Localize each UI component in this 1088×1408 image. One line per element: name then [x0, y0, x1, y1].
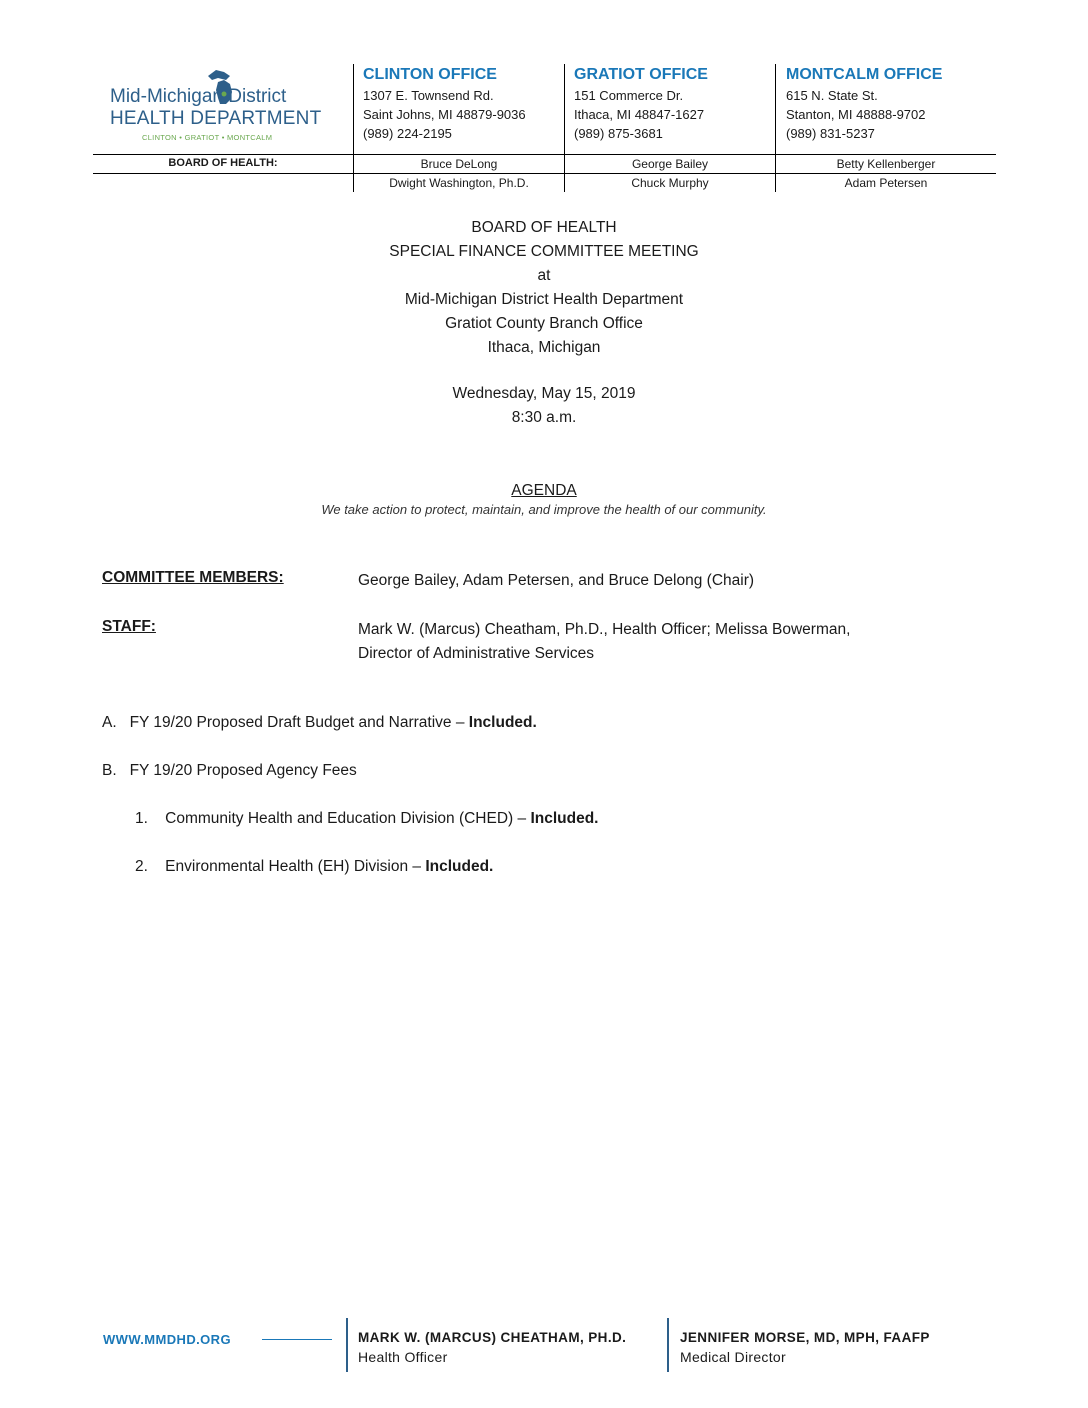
logo-text-line2: HEALTH DEPARTMENT: [110, 108, 322, 129]
footer-divider-2: [667, 1318, 669, 1372]
staff-line: Mark W. (Marcus) Cheatham, Ph.D., Health Officer; Melissa Bowerman,: [358, 621, 851, 638]
meeting-line: at: [537, 267, 551, 284]
committee-members: George Bailey, Adam Petersen, and Bruce Delong (Chair): [358, 572, 755, 589]
board-member: Betty Kellenberger: [836, 157, 936, 171]
organization-logo: [110, 68, 340, 148]
agenda-item-b1: [135, 810, 598, 828]
office-title: MONTCALM OFFICE: [786, 66, 943, 83]
office-title: GRATIOT OFFICE: [574, 66, 708, 83]
item-marker: 2.: [135, 858, 148, 875]
item-status: Included.: [425, 858, 494, 875]
item-text: Environmental Health (EH) Division –: [165, 858, 426, 875]
item-marker: B.: [102, 762, 117, 779]
item-status: Included.: [530, 810, 599, 827]
board-member: Dwight Washington, Ph.D.: [389, 176, 529, 190]
item-marker: 1.: [135, 810, 148, 827]
office-title: CLINTON OFFICE: [363, 66, 497, 83]
meeting-line: Gratiot County Branch Office: [445, 315, 643, 332]
footer-medical-director: [680, 1330, 930, 1365]
office-address1: 151 Commerce Dr.: [574, 88, 684, 103]
office-gratiot: [574, 66, 708, 143]
office-phone: (989) 831-5237: [786, 126, 875, 141]
office-address1: 615 N. State St.: [786, 88, 878, 103]
office-address1: 1307 E. Townsend Rd.: [363, 88, 494, 103]
office-clinton: [363, 66, 526, 143]
meeting-datetime: [0, 382, 1088, 430]
footer-role: Health Officer: [358, 1349, 448, 1365]
board-member: George Bailey: [631, 157, 709, 171]
item-text: Community Health and Education Division (CHED) –: [165, 810, 531, 827]
meeting-line: Ithaca, Michigan: [487, 339, 601, 356]
agenda-item-b2: [135, 858, 493, 876]
meeting-line: SPECIAL FINANCE COMMITTEE MEETING: [389, 243, 699, 260]
footer-name: MARK W. (MARCUS) CHEATHAM, PH.D.: [358, 1330, 627, 1345]
board-top-rule: [93, 154, 996, 155]
office-address2: Stanton, MI 48888-9702: [786, 107, 926, 122]
office-address2: Ithaca, MI 48847-1627: [574, 107, 705, 122]
footer-health-officer: [358, 1330, 626, 1365]
office-address2: Saint Johns, MI 48879-9036: [363, 107, 526, 122]
mission-statement: We take action to protect, maintain, and improve the health of our community.: [321, 502, 767, 517]
item-status: Included.: [468, 714, 537, 731]
board-label: BOARD OF HEALTH:: [168, 157, 278, 169]
agenda-item-a: [102, 714, 537, 732]
board-member: Adam Petersen: [844, 176, 928, 190]
meeting-line: Mid-Michigan District Health Department: [404, 291, 684, 308]
agenda-item-b: [102, 762, 357, 780]
item-text: FY 19/20 Proposed Agency Fees: [129, 762, 357, 779]
board-member: Chuck Murphy: [631, 176, 709, 190]
office-phone: (989) 875-3681: [574, 126, 663, 141]
logo-text-line1: Mid-Michigan District: [110, 86, 287, 107]
meeting-heading: [0, 216, 1088, 360]
meeting-line: BOARD OF HEALTH: [471, 219, 617, 236]
board-member: Bruce DeLong: [420, 157, 498, 171]
agenda-title: AGENDA: [511, 482, 577, 499]
item-text: FY 19/20 Proposed Draft Budget and Narrative –: [129, 714, 469, 731]
logo-counties: CLINTON • GRATIOT • MONTCALM: [142, 133, 273, 142]
footer-url-rule: [262, 1339, 332, 1340]
office-phone: (989) 224-2195: [363, 126, 452, 141]
meeting-date: Wednesday, May 15, 2019: [452, 385, 636, 402]
committee-label: COMMITTEE MEMBERS:: [102, 569, 284, 586]
footer-website-link[interactable]: WWW.MMDHD.ORG: [103, 1332, 231, 1347]
footer-divider-1: [346, 1318, 348, 1372]
office-montcalm: [786, 66, 942, 143]
staff-label: STAFF:: [102, 618, 156, 635]
staff-members: [358, 618, 850, 666]
board-mid-rule: [93, 173, 996, 174]
footer-role: Medical Director: [680, 1349, 786, 1365]
meeting-time: 8:30 a.m.: [511, 409, 577, 426]
item-marker: A.: [102, 714, 117, 731]
staff-line: Director of Administrative Services: [358, 645, 595, 662]
footer-name: JENNIFER MORSE, MD, MPH, FAAFP: [680, 1330, 930, 1345]
